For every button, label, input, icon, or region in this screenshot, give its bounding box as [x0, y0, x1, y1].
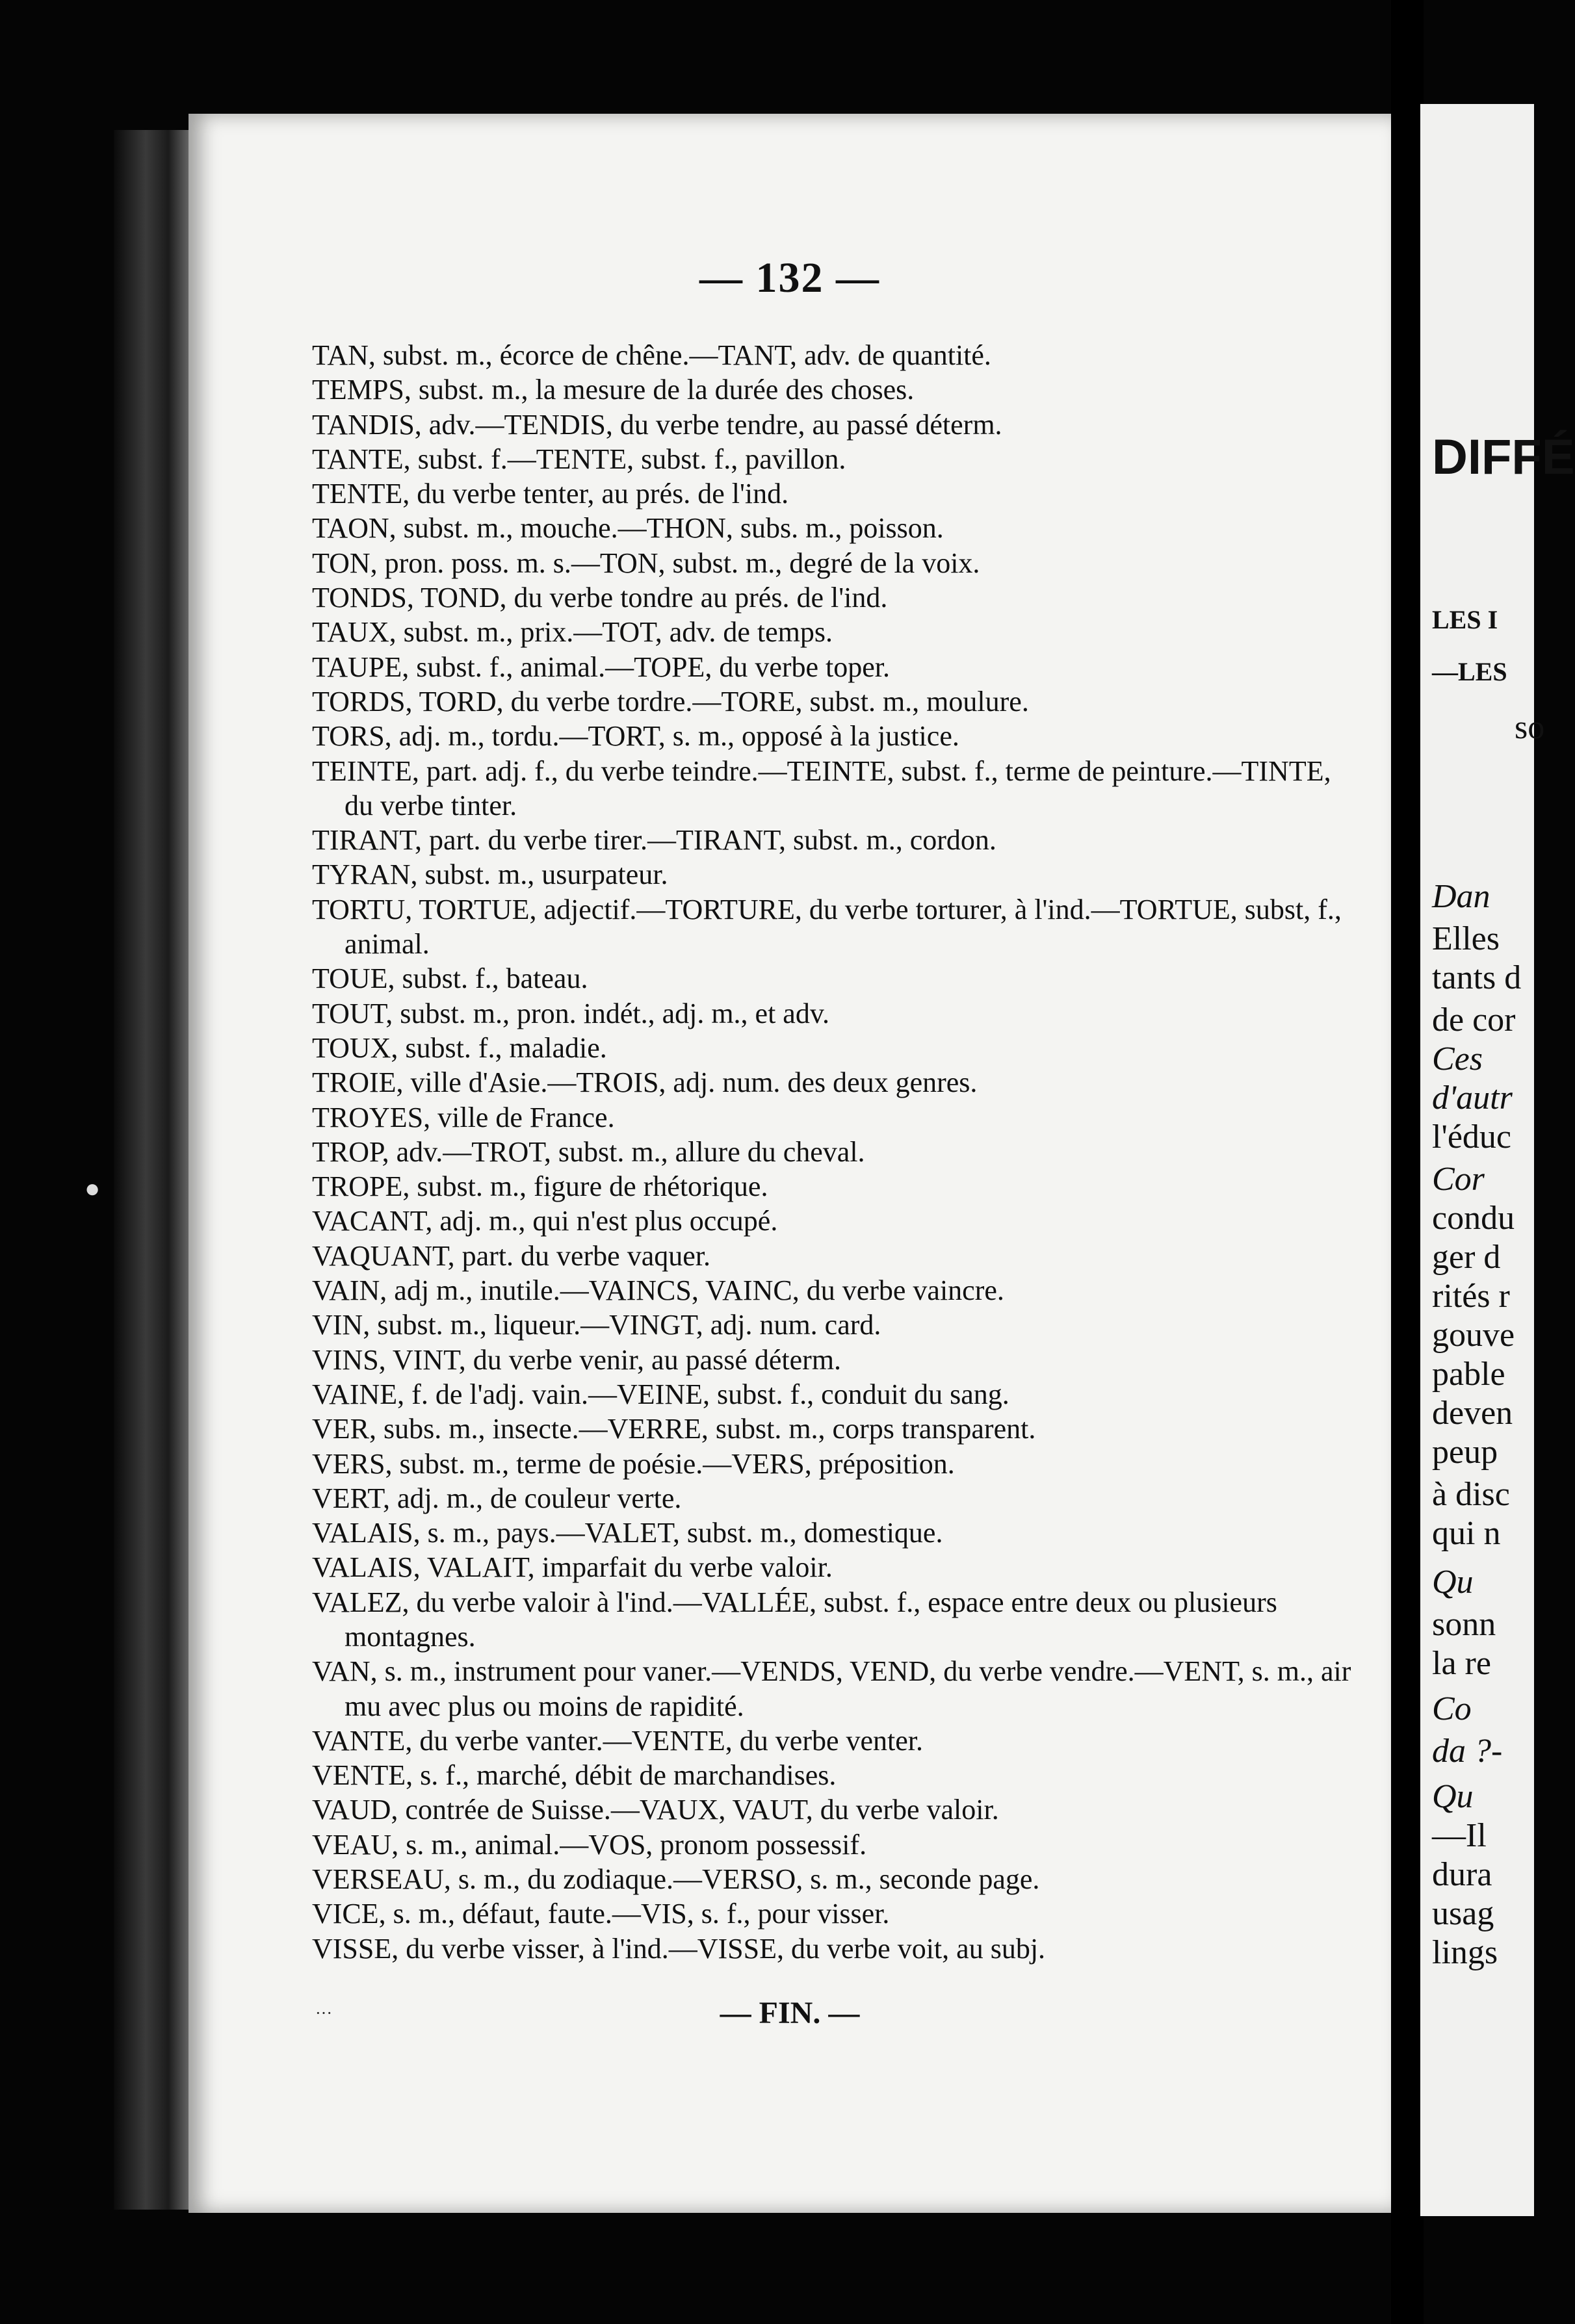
dictionary-entry: TAON, subst. m., mouche.—THON, subs. m., poisson.	[312, 512, 944, 545]
dictionary-entry: TON, pron. poss. m. s.—TON, subst. m., degré de la voix.	[312, 547, 980, 579]
dictionary-entry: VISSE, du verbe visser, à l'ind.—VISSE, du verbe voit, au subj.	[312, 1932, 1046, 1965]
dictionary-entry: VALEZ, du verbe valoir à l'ind.—VALLÉE, subst. f., espace entre deux ou plusieurs montagnes.	[312, 1586, 1277, 1653]
dictionary-entry: TONDS, TOND, du verbe tondre au prés. de l'ind.	[312, 582, 888, 614]
dictionary-entry: VIN, subst. m., liqueur.—VINGT, adj. num. card.	[312, 1309, 881, 1341]
ink-speck: ●	[85, 1174, 101, 1203]
right-page-text-fragment: da ?-	[1432, 1733, 1503, 1770]
dictionary-entry: VALAIS, s. m., pays.—VALET, subst. m., domestique.	[312, 1517, 943, 1549]
right-page-text-fragment: Co	[1432, 1690, 1472, 1727]
right-page-text-fragment: l'éduc	[1432, 1118, 1511, 1156]
dictionary-entry: VALAIS, VALAIT, imparfait du verbe valoir.	[312, 1551, 833, 1584]
page-number: — 132 —	[699, 254, 880, 302]
dictionary-entry: TAN, subst. m., écorce de chêne.—TANT, adv. de quantité.	[312, 339, 991, 371]
dictionary-entry: TORTU, TORTUE, adjectif.—TORTURE, du verbe torturer, à l'ind.—TORTUE, subst, f., animal.	[312, 893, 1342, 961]
dictionary-entry: VICE, s. m., défaut, faute.—VIS, s. f., pour visser.	[312, 1898, 890, 1930]
right-page-text-fragment: sonn	[1432, 1606, 1496, 1643]
dictionary-entry: TROIE, ville d'Asie.—TROIS, adj. num. des deux genres.	[312, 1066, 978, 1099]
dictionary-entry: TEMPS, subst. m., la mesure de la durée des choses.	[312, 374, 915, 406]
right-page-text-fragment: tants d	[1432, 959, 1522, 996]
right-page-text-fragment: ger d	[1432, 1239, 1501, 1276]
right-page-text-fragment: de cor	[1432, 1001, 1516, 1039]
right-page-text-fragment: —LES	[1432, 657, 1507, 686]
dictionary-entry: VAINE, f. de l'adj. vain.—VEINE, subst. f., conduit du sang.	[312, 1378, 1009, 1410]
dictionary-entry: VERT, adj. m., de couleur verte.	[312, 1482, 682, 1514]
dictionary-entry: VENTE, s. f., marché, débit de marchandises.	[312, 1759, 837, 1792]
right-page-text-fragment: à disc	[1432, 1476, 1510, 1513]
dictionary-entry: TYRAN, subst. m., usurpateur.	[312, 859, 668, 891]
right-page-text-fragment: pable	[1432, 1356, 1505, 1393]
dictionary-entry: TANDIS, adv.—TENDIS, du verbe tendre, au passé déterm.	[312, 408, 1002, 441]
right-page-text-fragment: deven	[1432, 1395, 1513, 1432]
end-mark: — FIN. —	[720, 1996, 860, 2030]
right-page-text-fragment: condu	[1432, 1200, 1515, 1237]
right-page-text-fragment: qui n	[1432, 1515, 1501, 1552]
right-page-text-fragment: la re	[1432, 1645, 1491, 1682]
right-page-text-fragment: lings	[1432, 1934, 1498, 1971]
dictionary-entries	[312, 338, 1359, 1966]
dictionary-entry: TOUE, subst. f., bateau.	[312, 962, 588, 995]
right-page-text-fragment: dura	[1432, 1856, 1492, 1893]
dictionary-entry: VACANT, adj. m., qui n'est plus occupé.	[312, 1205, 778, 1237]
right-page-text-fragment: Elles	[1432, 920, 1500, 957]
dictionary-entry: VER, subs. m., insecte.—VERRE, subst. m., corps transparent.	[312, 1413, 1036, 1445]
dictionary-entry: TROPE, subst. m., figure de rhétorique.	[312, 1170, 768, 1203]
dictionary-entry: TIRANT, part. du verbe tirer.—TIRANT, subst. m., cordon.	[312, 824, 996, 857]
dictionary-entry: TROYES, ville de France.	[312, 1101, 615, 1133]
right-page-text-fragment: Qu	[1432, 1778, 1474, 1815]
left-page	[85, 114, 1391, 2213]
dictionary-entry: VANTE, du verbe vanter.—VENTE, du verbe venter.	[312, 1724, 924, 1757]
dictionary-entry: TEINTE, part. adj. f., du verbe teindre.—TEINTE, subst. f., terme de peinture.—TINTE, du verbe tinter.	[312, 755, 1331, 821]
ink-speck: ···	[315, 2004, 332, 2022]
dictionary-entry: TAUX, subst. m., prix.—TOT, adv. de temps.	[312, 616, 833, 649]
dictionary-entry: TORDS, TORD, du verbe tordre.—TORE, subst. m., moulure.	[312, 685, 1029, 717]
dictionary-entry: TROP, adv.—TROT, subst. m., allure du cheval.	[312, 1135, 865, 1168]
dictionary-entry: VERS, subst. m., terme de poésie.—VERS, préposition.	[312, 1447, 955, 1480]
gutter	[1391, 0, 1424, 2324]
dictionary-entry: VAIN, adj m., inutile.—VAINCS, VAINC, du verbe vaincre.	[312, 1274, 1004, 1307]
right-page-text-fragment: usag	[1432, 1895, 1494, 1932]
dictionary-entry: VEAU, s. m., animal.—VOS, pronom possessif.	[312, 1828, 867, 1861]
right-page-text-fragment: Qu	[1432, 1564, 1474, 1601]
dictionary-entry: VERSEAU, s. m., du zodiaque.—VERSO, s. m., seconde page.	[312, 1863, 1040, 1896]
dictionary-entry: TOUX, subst. f., maladie.	[312, 1031, 607, 1064]
right-page-text-fragment: Dan	[1432, 878, 1490, 915]
right-page-text-fragment: Ces	[1432, 1040, 1483, 1078]
dictionary-entry: TAUPE, subst. f., animal.—TOPE, du verbe toper.	[312, 651, 891, 683]
right-page-fragment	[1420, 104, 1575, 2216]
dictionary-entry: VAN, s. m., instrument pour vaner.—VENDS, VEND, du verbe vendre.—VENT, s. m., air mu avec plus ou moins de rapidité.	[312, 1655, 1351, 1722]
right-page-text-fragment: peup	[1432, 1434, 1498, 1471]
right-page-text-fragment: Cor	[1432, 1161, 1485, 1198]
dictionary-entry: VAUD, contrée de Suisse.—VAUX, VAUT, du verbe valoir.	[312, 1794, 999, 1826]
right-page-text-fragment: d'autr	[1432, 1079, 1513, 1117]
dictionary-entry: TANTE, subst. f.—TENTE, subst. f., pavillon.	[312, 443, 846, 475]
right-page-text-fragment: gouve	[1432, 1317, 1515, 1354]
dictionary-entry: VINS, VINT, du verbe venir, au passé déterm.	[312, 1343, 842, 1376]
dictionary-entry: TOUT, subst. m., pron. indét., adj. m., et adv.	[312, 997, 829, 1029]
right-page-text-fragment: rités r	[1432, 1278, 1510, 1315]
right-page-text-fragment: DIFFÉ	[1432, 430, 1575, 485]
right-page-text-fragment: —Il	[1432, 1817, 1487, 1854]
dictionary-entry: TORS, adj. m., tordu.—TORT, s. m., opposé à la justice.	[312, 720, 959, 753]
dictionary-entry: VAQUANT, part. du verbe vaquer.	[312, 1239, 710, 1272]
right-page-text-fragment: LES I	[1432, 605, 1498, 634]
dictionary-entry: TENTE, du verbe tenter, au prés. de l'ind.	[312, 478, 789, 510]
right-page-text-fragment: so	[1515, 709, 1545, 746]
